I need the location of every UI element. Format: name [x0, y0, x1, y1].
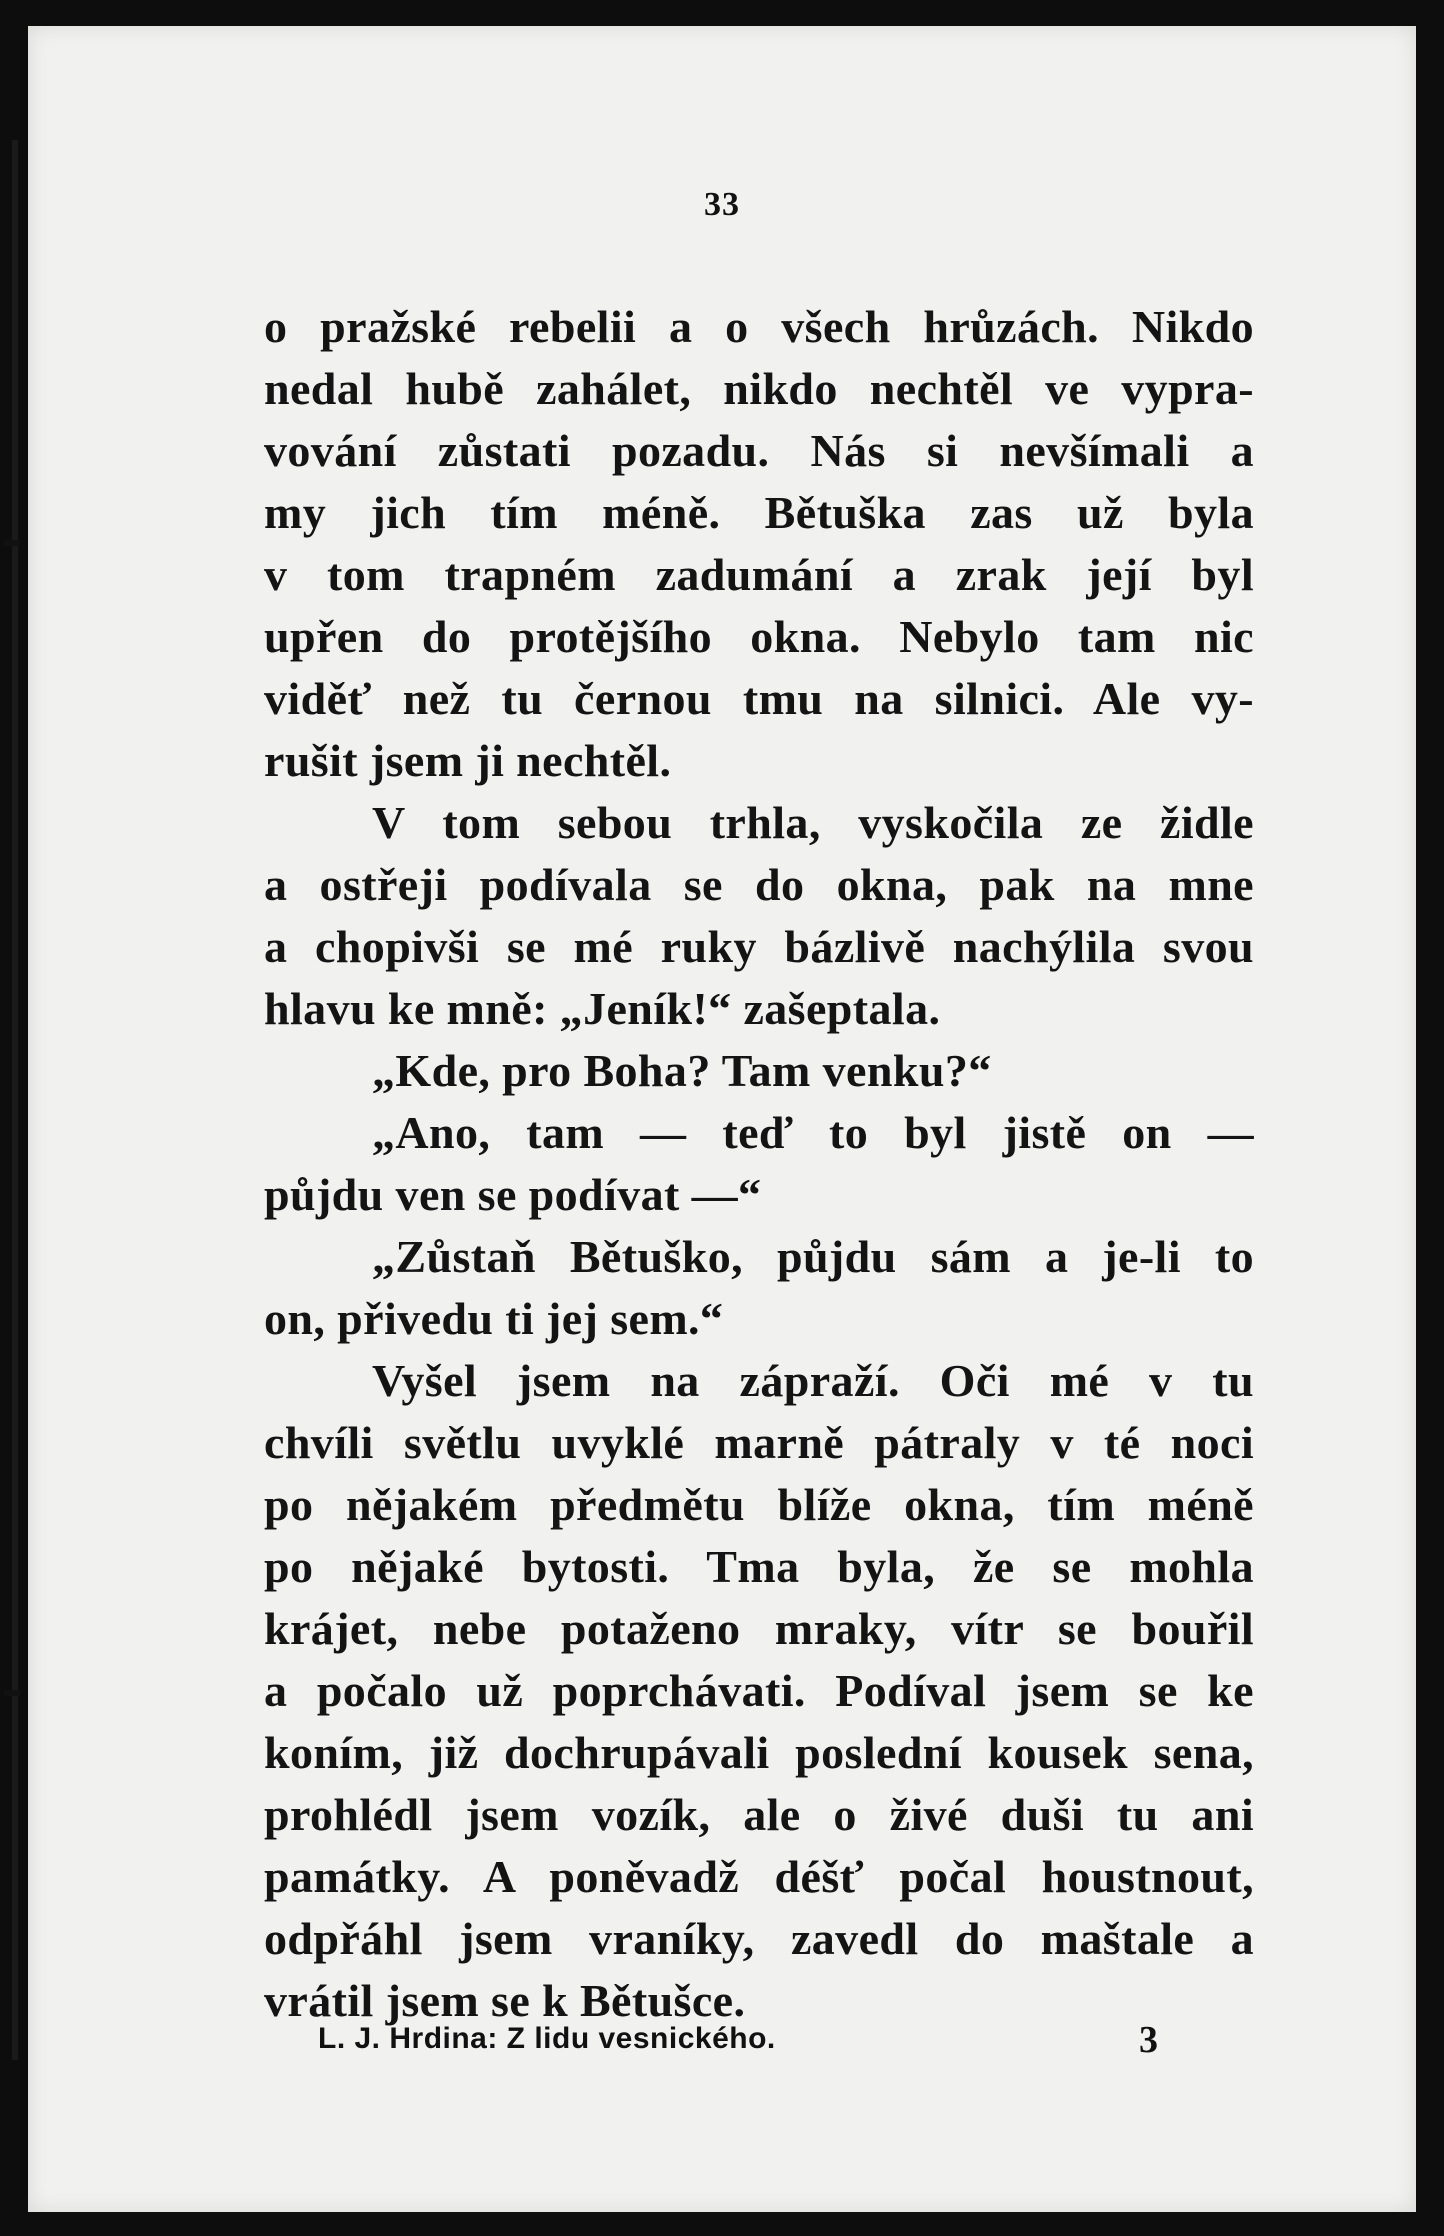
signature-mark: 3: [1139, 2019, 1158, 2061]
text-line: po nějaké bytosti. Tma byla, že se mohla: [264, 1541, 1254, 1592]
text-line: a počalo už poprchávati. Podíval jsem se ke: [264, 1665, 1254, 1716]
page-number: 33: [704, 186, 740, 223]
text-line: upřen do protějšího okna. Nebylo tam nic: [264, 611, 1254, 662]
text-line: koním, již dochrupávali poslední kousek sena,: [264, 1727, 1254, 1778]
page-footer: [318, 2019, 1158, 2072]
text-line: po nějakém předmětu blíže okna, tím méně: [264, 1479, 1254, 1530]
text-line: odpřáhl jsem vraníky, zavedl do maštale a: [264, 1913, 1254, 1964]
text-line: památky. A poněvadž déšť počal houstnout,: [264, 1851, 1254, 1902]
edge-mark: [4, 540, 20, 546]
text-line: vování zůstati pozadu. Nás si nevšímali a: [264, 425, 1254, 476]
body-text: [264, 296, 1254, 2032]
text-line: chvíli světlu uvyklé marně pátraly v té noci: [264, 1417, 1254, 1468]
text-line: rušit jsem ji nechtěl.: [264, 735, 672, 786]
text-line: vrátil jsem se k Bětušce.: [264, 1975, 746, 2026]
text-line: a chopivši se mé ruky bázlivě nachýlila svou: [264, 921, 1254, 972]
text-line: my jich tím méně. Bětuška zas už byla: [264, 487, 1254, 538]
text-line: v tom trapném zadumání a zrak její byl: [264, 549, 1254, 600]
binding-edge: [12, 140, 18, 2060]
text-line: „Kde, pro Boha? Tam venku?“: [372, 1045, 992, 1096]
text-line: Vyšel jsem na zápraží. Oči mé v tu: [372, 1355, 1254, 1406]
text-line: viděť než tu černou tmu na silnici. Ale vy-: [264, 673, 1254, 724]
text-line: nedal hubě zahálet, nikdo nechtěl ve vypra-: [264, 363, 1254, 414]
text-line: a ostřeji podívala se do okna, pak na mne: [264, 859, 1254, 910]
text-line: hlavu ke mně: „Jeník!“ zašeptala.: [264, 983, 941, 1034]
text-line: půjdu ven se podívat —“: [264, 1169, 762, 1220]
text-line: V tom sebou trhla, vyskočila ze židle: [372, 797, 1254, 848]
text-line: prohlédl jsem vozík, ale o živé duši tu ani: [264, 1789, 1254, 1840]
edge-mark: [4, 1690, 20, 1696]
text-line: „Zůstaň Bětuško, půjdu sám a je-li to: [372, 1231, 1254, 1282]
text-line: „Ano, tam — teď to byl jistě on —: [372, 1107, 1254, 1158]
text-line: krájet, nebe potaženo mraky, vítr se bouřil: [264, 1603, 1254, 1654]
text-line: on, přivedu ti jej sem.“: [264, 1293, 724, 1344]
text-line: o pražské rebelii a o všech hrůzách. Nikdo: [264, 301, 1254, 352]
book-page: [28, 26, 1416, 2212]
footer-reference: L. J. Hrdina: Z lidu vesnického.: [318, 2022, 776, 2055]
